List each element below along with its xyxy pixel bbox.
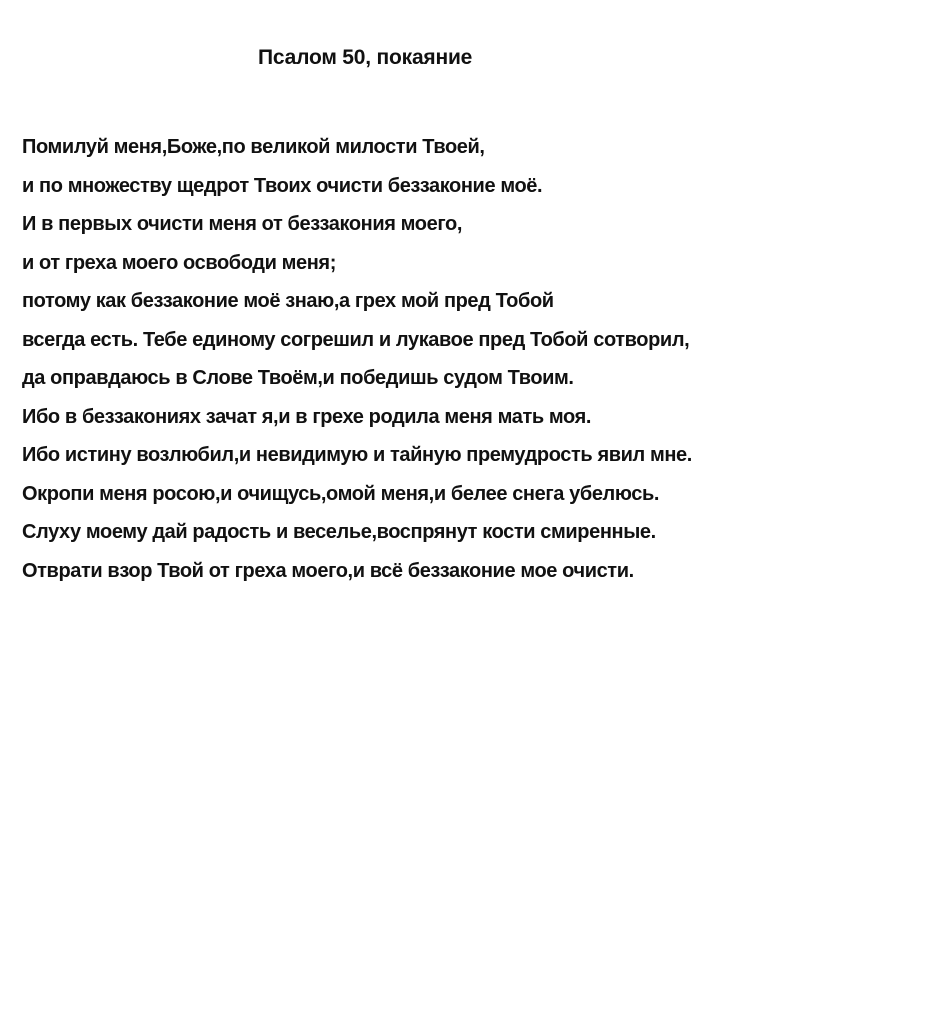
text-line: потому как беззаконие моё знаю,а грех мой пред Тобой bbox=[22, 290, 554, 312]
text-line: Ибо в беззакониях зачат я,и в грехе родила меня мать моя. bbox=[22, 405, 592, 428]
text-line: Окропи меня росою,и очищусь,омой меня,и белее снега убелюсь. bbox=[22, 482, 660, 505]
text-line: и от греха моего освободи меня; bbox=[22, 251, 336, 274]
text-line: И в первых очисти меня от беззакония моего, bbox=[22, 213, 462, 235]
text-line: да оправдаюсь в Слове Твоём,и победишь судом Твоим. bbox=[22, 367, 574, 389]
text-line: всегда есть. Тебе единому согрешил и лукавое пред Тобой сотворил, bbox=[22, 328, 690, 351]
text-line: Отврати взор Твой от греха моего,и всё беззаконие мое очисти. bbox=[22, 559, 634, 582]
text-line: и по множеству щедрот Твоих очисти беззаконие моё. bbox=[22, 174, 543, 197]
text-line: Слуху моему дай радость и веселье,воспрянут кости смиренные. bbox=[22, 521, 656, 543]
page-title: Псалом 50, покаяние bbox=[258, 46, 473, 69]
text-line: Помилуй меня,Боже,по великой милости Твоей, bbox=[22, 136, 485, 158]
text-line: Ибо истину возлюбил,и невидимую и тайную премудрость явил мне. bbox=[22, 444, 692, 466]
psalm-text bbox=[22, 128, 692, 590]
